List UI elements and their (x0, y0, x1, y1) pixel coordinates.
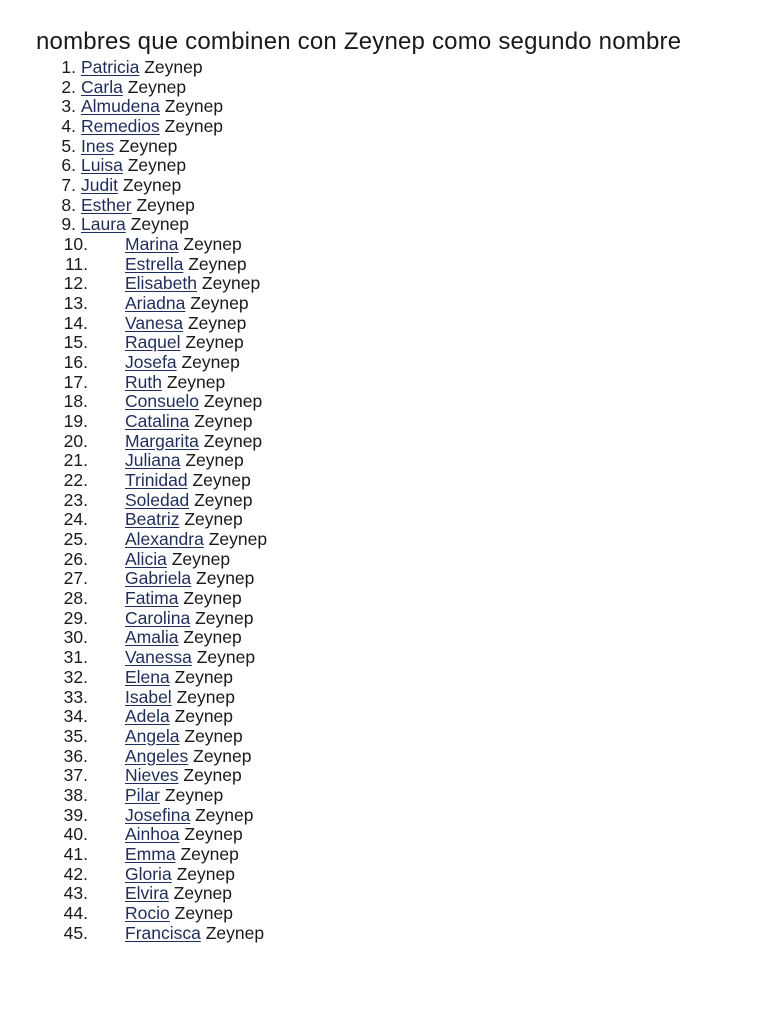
list-item-entry (125, 432, 262, 452)
surname-text: Zeynep (136, 194, 195, 215)
list-item-entry (81, 58, 203, 78)
name-link[interactable]: Beatriz (125, 509, 180, 530)
list-item-entry (125, 825, 243, 845)
surname-text: Zeynep (164, 96, 224, 117)
name-link[interactable]: Ainhoa (125, 824, 180, 845)
name-link[interactable]: Carolina (125, 607, 191, 628)
list-item (36, 747, 732, 767)
surname-text: Zeynep (194, 411, 253, 432)
page-title: nombres que combinen con Zeynep como segundo nombre (36, 28, 682, 55)
list-item-entry (125, 510, 243, 530)
name-link[interactable]: Ariadna (125, 293, 186, 314)
list-item (36, 668, 732, 688)
surname-text: Zeynep (127, 76, 187, 97)
list-item (36, 353, 732, 373)
name-link[interactable]: Gabriela (125, 568, 192, 589)
surname-text: Zeynep (193, 745, 252, 766)
list-item-entry (125, 392, 262, 412)
name-link[interactable]: Pilar (125, 784, 161, 805)
list-item-number: 7. (61, 175, 76, 196)
name-link[interactable]: Patricia (81, 57, 140, 77)
name-link[interactable]: Carla (81, 76, 123, 97)
name-link[interactable]: Juliana (125, 450, 181, 471)
list-item-entry (125, 274, 260, 294)
name-link[interactable]: Fatima (125, 588, 179, 609)
names-list (36, 58, 732, 943)
list-item-number: 32. (63, 666, 88, 687)
name-link[interactable]: Nieves (125, 765, 179, 786)
list-item-entry (125, 569, 254, 589)
surname-text: Zeynep (203, 391, 263, 412)
list-item (36, 176, 732, 196)
list-item (36, 530, 732, 550)
list-item-number: 40. (63, 824, 88, 845)
list-item-number: 22. (63, 470, 88, 491)
surname-text: Zeynep (196, 647, 256, 668)
list-item-number: 28. (63, 588, 88, 609)
name-link[interactable]: Trinidad (125, 470, 188, 491)
surname-text: Zeynep (183, 588, 242, 609)
list-item (36, 589, 732, 609)
list-item-number: 23. (63, 489, 88, 510)
surname-text: Zeynep (203, 430, 263, 451)
list-item (36, 412, 732, 432)
name-link[interactable]: Rocio (125, 902, 170, 923)
list-item (36, 97, 732, 117)
list-item-number: 25. (63, 529, 88, 550)
surname-text: Zeynep (127, 155, 187, 176)
list-item-entry (125, 333, 244, 353)
surname-text: Zeynep (171, 548, 231, 569)
list-item-entry (125, 806, 253, 826)
list-item-number: 30. (63, 627, 88, 648)
list-item-number: 42. (63, 863, 88, 884)
list-item (36, 137, 732, 157)
list-item (36, 333, 732, 353)
list-item (36, 392, 732, 412)
list-item (36, 569, 732, 589)
list-item-number: 16. (63, 352, 88, 373)
list-item (36, 865, 732, 885)
list-item-number: 17. (63, 371, 88, 392)
list-item (36, 432, 732, 452)
list-item-number: 41. (63, 843, 88, 864)
document-page (36, 28, 732, 943)
surname-text: Zeynep (183, 234, 242, 255)
list-item (36, 766, 732, 786)
list-item (36, 491, 732, 511)
list-item-number: 11. (64, 253, 88, 274)
name-link[interactable]: Raquel (125, 332, 181, 353)
surname-text: Zeynep (174, 902, 233, 923)
list-item (36, 196, 732, 216)
list-item (36, 825, 732, 845)
list-item-entry (125, 491, 252, 511)
name-link[interactable]: Gloria (125, 863, 172, 884)
surname-text: Zeynep (174, 666, 234, 687)
list-item-number: 35. (63, 725, 88, 746)
surname-text: Zeynep (166, 371, 226, 392)
list-item-number: 20. (63, 430, 88, 451)
list-item-entry (125, 373, 225, 393)
name-link[interactable]: Elvira (125, 883, 169, 904)
list-item-number: 4. (61, 116, 76, 137)
surname-text: Zeynep (181, 352, 240, 373)
list-item-entry (125, 707, 233, 727)
list-item-entry (125, 550, 230, 570)
surname-text: Zeynep (208, 529, 268, 550)
surname-text: Zeynep (195, 804, 254, 825)
list-item (36, 510, 732, 530)
list-item-number: 43. (63, 883, 88, 904)
name-link[interactable]: Luisa (81, 155, 123, 176)
list-item-number: 19. (63, 411, 88, 432)
list-item-number: 38. (63, 784, 88, 805)
surname-text: Zeynep (195, 607, 254, 628)
list-item-entry (81, 156, 186, 176)
name-link[interactable]: Alicia (125, 548, 167, 569)
list-item-number: 36. (63, 745, 88, 766)
surname-text: Zeynep (187, 312, 247, 333)
list-item-entry (125, 924, 264, 944)
list-item-number: 9. (61, 214, 76, 235)
list-item-number: 3. (61, 96, 76, 117)
list-item-number: 39. (63, 804, 88, 825)
list-item-entry (125, 255, 247, 275)
list-item-number: 18. (63, 391, 88, 412)
name-link[interactable]: Emma (125, 843, 176, 864)
list-item-number: 44. (63, 902, 88, 923)
list-item (36, 786, 732, 806)
list-item (36, 806, 732, 826)
list-item-number: 6. (61, 155, 76, 176)
list-item-number: 24. (63, 509, 88, 530)
surname-text: Zeynep (205, 922, 265, 943)
list-item (36, 235, 732, 255)
list-item-entry (125, 727, 243, 747)
list-item (36, 688, 732, 708)
list-item (36, 609, 732, 629)
surname-text: Zeynep (164, 784, 224, 805)
list-item-entry (125, 609, 253, 629)
list-item-number: 31. (63, 647, 88, 668)
name-link[interactable]: Amalia (125, 627, 179, 648)
name-link[interactable]: Ruth (125, 371, 162, 392)
list-item (36, 451, 732, 471)
list-item-number: 21. (63, 450, 88, 471)
surname-text: Zeynep (118, 135, 178, 156)
list-item-entry (125, 235, 242, 255)
list-item-number: 26. (63, 548, 88, 569)
list-item-number: 29. (63, 607, 88, 628)
list-item-entry (125, 314, 246, 334)
list-item-entry (125, 471, 251, 491)
list-item (36, 727, 732, 747)
name-link[interactable]: Angela (125, 725, 180, 746)
name-link[interactable]: Angeles (125, 745, 189, 766)
name-link[interactable]: Josefina (125, 804, 191, 825)
list-item (36, 215, 732, 235)
list-item (36, 294, 732, 314)
list-item-entry (125, 294, 249, 314)
list-item (36, 314, 732, 334)
list-item (36, 255, 732, 275)
list-item-entry (125, 530, 267, 550)
name-link[interactable]: Isabel (125, 686, 172, 707)
list-item (36, 117, 732, 137)
list-item-entry (125, 412, 252, 432)
list-item-number: 5. (61, 135, 76, 156)
list-item-entry (81, 117, 223, 137)
list-item (36, 904, 732, 924)
list-item-number: 8. (61, 194, 76, 215)
list-item (36, 628, 732, 648)
list-item-entry (81, 137, 177, 157)
name-link[interactable]: Marina (125, 234, 179, 255)
surname-text: Zeynep (190, 293, 249, 314)
list-item-number: 15. (63, 332, 88, 353)
list-item-entry (125, 688, 235, 708)
name-link[interactable]: Esther (81, 194, 132, 215)
name-link[interactable]: Consuelo (125, 391, 199, 412)
list-item-entry (125, 648, 255, 668)
list-item-entry (125, 747, 252, 767)
list-item (36, 845, 732, 865)
list-item-entry (125, 884, 232, 904)
surname-text: Zeynep (176, 863, 235, 884)
list-item-entry (81, 215, 189, 235)
name-link[interactable]: Soledad (125, 489, 190, 510)
surname-text: Zeynep (122, 175, 182, 196)
list-item-entry (125, 628, 242, 648)
list-item (36, 78, 732, 98)
surname-text: Zeynep (173, 883, 233, 904)
name-link[interactable]: Josefa (125, 352, 177, 373)
surname-text: Zeynep (183, 765, 242, 786)
surname-text: Zeynep (196, 568, 255, 589)
list-item (36, 550, 732, 570)
list-item-entry (125, 786, 223, 806)
list-item-number: 10. (63, 234, 88, 255)
list-item-entry (125, 353, 240, 373)
name-link[interactable]: Margarita (125, 430, 199, 451)
surname-text: Zeynep (185, 450, 244, 471)
name-link[interactable]: Elena (125, 666, 170, 687)
name-link[interactable]: Estrella (125, 253, 184, 274)
surname-text: Zeynep (185, 332, 244, 353)
list-item-entry (81, 78, 186, 98)
surname-text: Zeynep (164, 116, 224, 137)
surname-text: Zeynep (130, 214, 190, 235)
surname-text: Zeynep (201, 273, 261, 294)
name-link[interactable]: Vanessa (125, 647, 192, 668)
name-link[interactable]: Elisabeth (125, 273, 197, 294)
list-item (36, 156, 732, 176)
name-link[interactable]: Judit (81, 175, 118, 196)
list-item-number: 37. (63, 765, 88, 786)
list-item-entry (81, 196, 195, 216)
list-item-entry (125, 766, 242, 786)
list-item-entry (125, 668, 233, 688)
list-item (36, 924, 732, 944)
surname-text: Zeynep (144, 57, 203, 77)
surname-text: Zeynep (184, 824, 243, 845)
list-item (36, 274, 732, 294)
list-item-entry (125, 904, 233, 924)
surname-text: Zeynep (188, 253, 247, 274)
list-item-number: 34. (63, 706, 88, 727)
list-item (36, 707, 732, 727)
surname-text: Zeynep (184, 509, 243, 530)
surname-text: Zeynep (192, 470, 251, 491)
list-item (36, 58, 732, 78)
list-item-entry (125, 865, 235, 885)
surname-text: Zeynep (184, 725, 243, 746)
list-item-entry (81, 97, 223, 117)
name-link[interactable]: Remedios (81, 116, 160, 137)
name-link[interactable]: Alexandra (125, 529, 204, 550)
surname-text: Zeynep (183, 627, 242, 648)
list-item-number: 27. (63, 568, 88, 589)
list-item-number: 13. (63, 293, 88, 314)
name-link[interactable]: Francisca (125, 922, 201, 943)
list-item-number: 33. (63, 686, 88, 707)
surname-text: Zeynep (174, 706, 234, 727)
name-link[interactable]: Vanesa (125, 312, 184, 333)
surname-text: Zeynep (194, 489, 253, 510)
list-item-number: 12. (63, 273, 88, 294)
list-item (36, 373, 732, 393)
list-item-number: 1. (61, 57, 76, 77)
list-item-entry (125, 845, 239, 865)
list-item-entry (125, 589, 242, 609)
list-item-number: 14. (63, 312, 88, 333)
name-link[interactable]: Ines (81, 135, 115, 156)
list-item-number: 2. (61, 76, 76, 97)
list-item (36, 471, 732, 491)
name-link[interactable]: Adela (125, 706, 170, 727)
list-item-entry (125, 451, 244, 471)
list-item (36, 884, 732, 904)
name-link[interactable]: Almudena (81, 96, 160, 117)
list-item-entry (81, 176, 181, 196)
surname-text: Zeynep (180, 843, 239, 864)
surname-text: Zeynep (176, 686, 235, 707)
name-link[interactable]: Catalina (125, 411, 190, 432)
list-item (36, 648, 732, 668)
name-link[interactable]: Laura (81, 214, 126, 235)
list-item-number: 45. (63, 922, 88, 943)
